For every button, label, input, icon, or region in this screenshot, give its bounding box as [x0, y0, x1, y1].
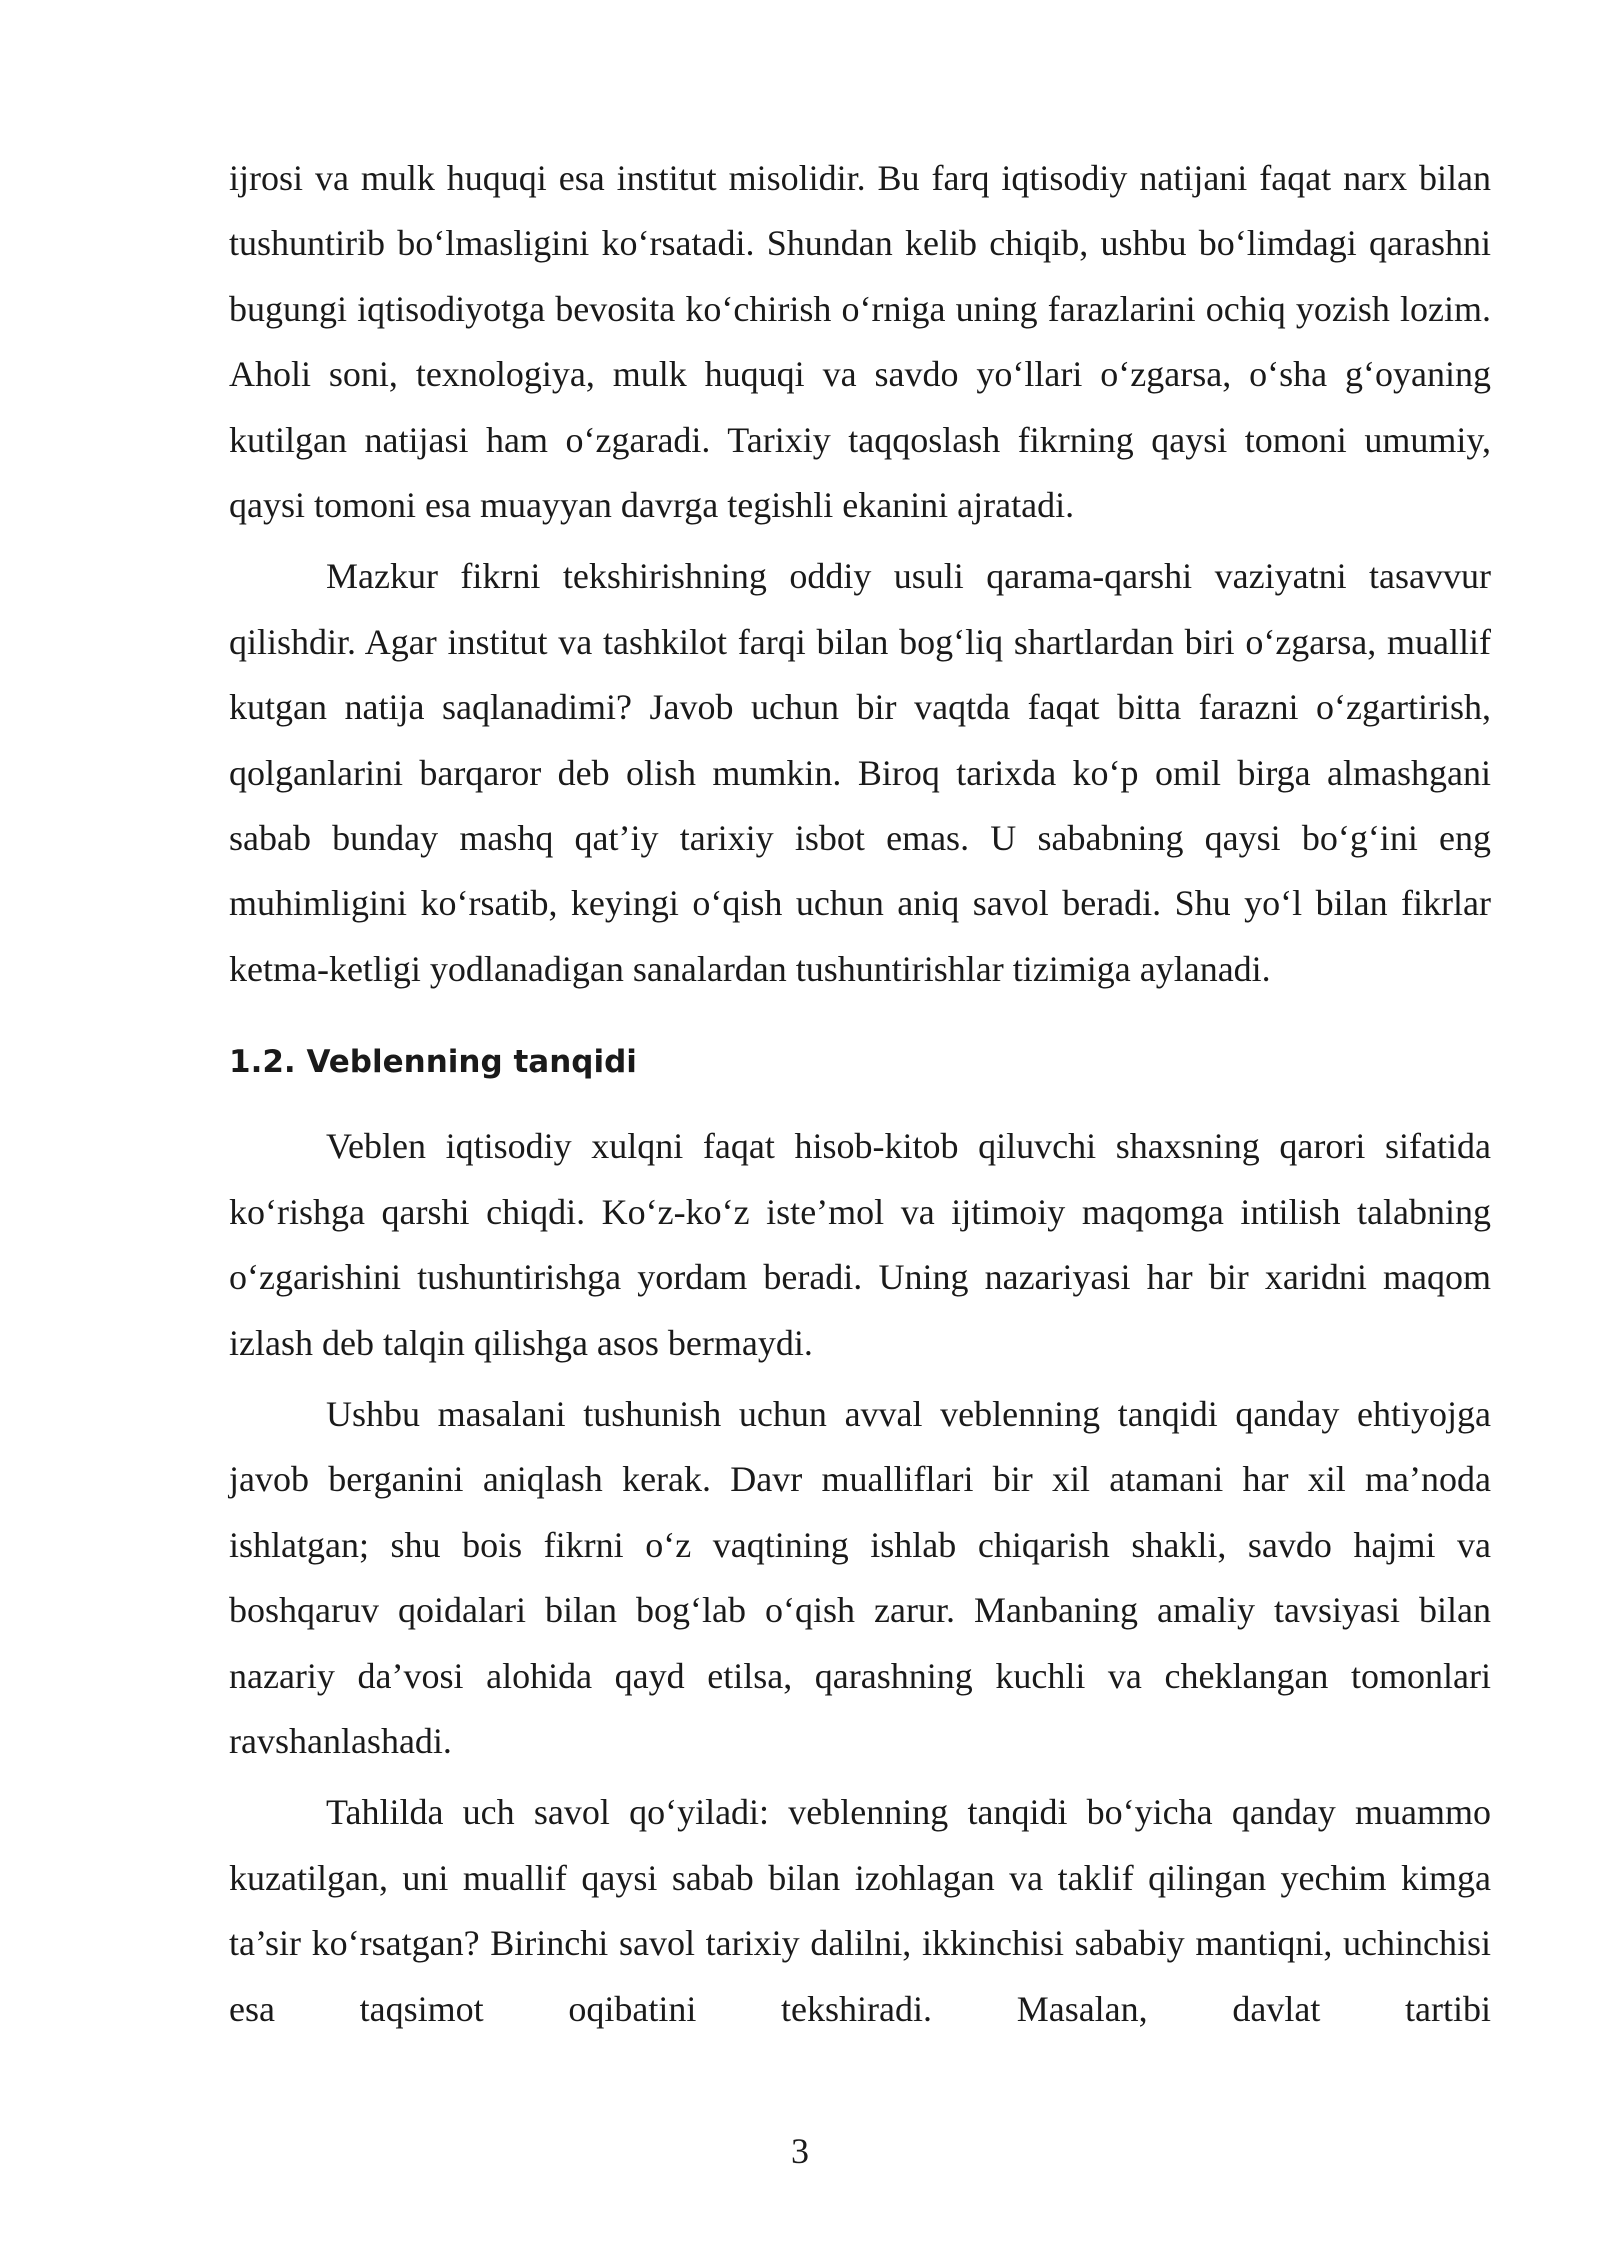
body-paragraph: Ushbu masalani tushunish uchun avval veblenning tanqidi qanday ehtiyojga javob berganini aniqlash kerak. Davr mualliflari bir xil atamani har xil ma’noda ishlatgan; shu bois fikrni o‘z vaqtining ishlab chiqarish shakli, savdo hajmi va boshqaruv qoidalari bilan bog‘lab o‘qish zarur. Manbaning amaliy tavsiyasi bilan nazariy da’vosi alohida qayd etilsa, qarashning kuchli va cheklangan tomonlari ravshanlashadi.	[229, 1393, 1491, 1761]
document-page	[229, 146, 1491, 2042]
body-paragraph: ijrosi va mulk huquqi esa institut misolidir. Bu farq iqtisodiy natijani faqat narx bilan tushuntirib bo‘lmasligini ko‘rsatadi. Shundan kelib chiqib, ushbu bo‘limdagi qarashni bugungi iqtisodiyotga bevosita ko‘chirish o‘rniga uning farazlarini ochiq yozish lozim. Aholi soni, texnologiya, mulk huquqi va savdo yo‘llari o‘zgarsa, o‘sha g‘oyaning kutilgan natijasi ham o‘zgaradi. Tarixiy taqqoslash fikrning qaysi tomoni umumiy, qaysi tomoni esa muayyan davrga tegishli ekanini ajratadi.	[229, 158, 1491, 526]
body-paragraph: Veblen iqtisodiy xulqni faqat hisob-kitob qiluvchi shaxsning qarori sifatida ko‘rishga qarshi chiqdi. Ko‘z-ko‘z iste’mol va ijtimoiy maqomga intilish talabning o‘zgarishini tushuntirishga yordam beradi. Uning nazariyasi har bir xaridni maqom izlash deb talqin qilishga asos bermaydi.	[229, 1126, 1491, 1363]
body-paragraph: Mazkur fikrni tekshirishning oddiy usuli qarama-qarshi vaziyatni tasavvur qilishdir. Agar institut va tashkilot farqi bilan bog‘liq shartlardan biri o‘zgarsa, muallif kutgan natija saqlanadimi? Javob uchun bir vaqtda faqat bitta farazni o‘zgartirish, qolganlarini barqaror deb olish mumkin. Biroq tarixda ko‘p omil birga almashgani sabab bunday mashq qat’iy tarixiy isbot emas. U sababning qaysi bo‘g‘ini eng muhimligini ko‘rsatib, keyingi o‘qish uchun aniq savol beradi. Shu yo‘l bilan fikrlar ketma-ketligi yodlanadigan sanalardan tushuntirishlar tizimiga aylanadi.	[229, 556, 1491, 989]
body-paragraph-continued: Tahlilda uch savol qo‘yiladi: veblenning tanqidi bo‘yicha qanday muammo kuzatilgan, uni muallif qaysi sabab bilan izohlagan va taklif qilingan yechim kimga ta’sir ko‘rsatgan? Birinchi savol tarixiy dalilni, ikkinchisi sababiy mantiqni, uchinchisi esa taqsimot oqibatini tekshiradi. Masalan, davlat tartibi	[229, 1792, 1491, 2029]
page-number: 3	[791, 2131, 809, 2171]
section-heading: 1.2. Veblenning tanqidi	[229, 1044, 637, 1081]
